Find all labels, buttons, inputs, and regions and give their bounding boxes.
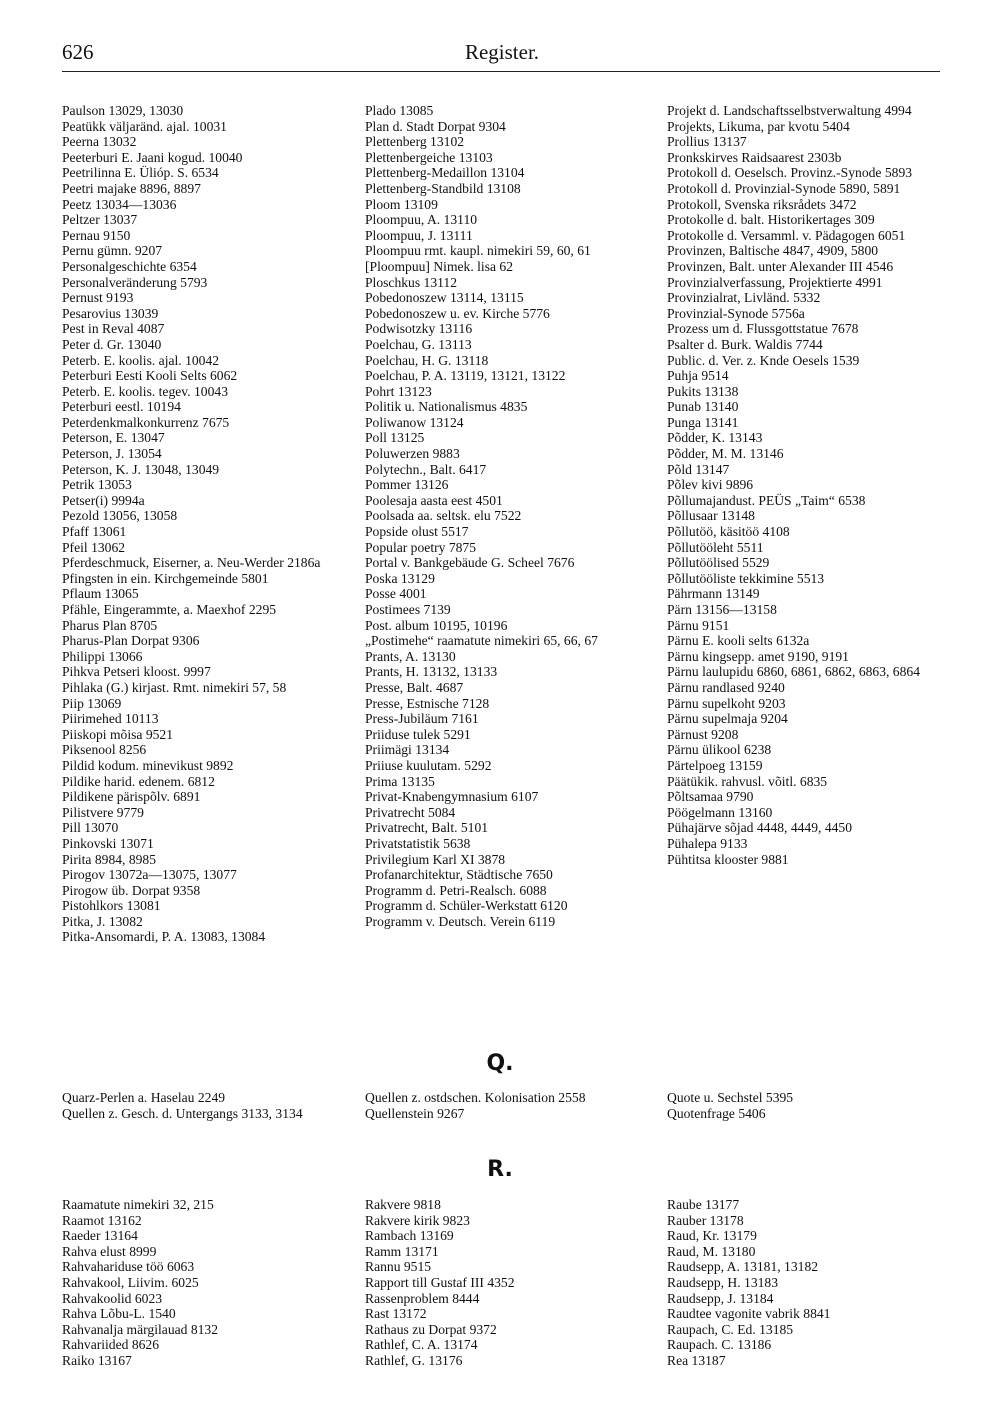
index-entry: Rapport till Gustaf III 4352 [365, 1274, 515, 1290]
index-entry: Raeder 13164 [62, 1228, 138, 1244]
index-entry: Protokoll d. Oeselsch. Provinz.-Synode 5893 [667, 165, 913, 181]
index-entry: Press-Jubiläum 7161 [365, 711, 479, 727]
index-entry: Pfingsten in ein. Kirchgemeinde 5801 [62, 570, 269, 586]
index-entry: Peterdenkmalkonkurrenz 7675 [62, 414, 230, 430]
index-entry: Pärnu supelmaja 9204 [667, 711, 788, 727]
index-entry: Projekts, Likuma, par kvotu 5404 [667, 118, 850, 134]
index-entry: Peterson, E. 13047 [62, 430, 165, 446]
section-heading-q: Q. [486, 1051, 514, 1076]
index-entry: Privat-Knabengymnasium 6107 [365, 789, 539, 805]
index-entry: Rathlef, C. A. 13174 [365, 1337, 478, 1353]
index-entry: Peerna 13032 [62, 134, 137, 150]
index-entry: Pezold 13056, 13058 [62, 508, 178, 524]
index-entry: Quellenstein 9267 [365, 1105, 465, 1121]
index-entry: Poelchau, G. 13113 [365, 336, 472, 352]
index-entry: Pfaff 13061 [62, 524, 127, 540]
index-entry: Plettenberg-Standbild 13108 [365, 180, 521, 196]
index-entry: Pistohlkors 13081 [62, 898, 161, 914]
index-entry: Programm v. Deutsch. Verein 6119 [365, 913, 556, 929]
index-entry: Quellen z. ostdschen. Kolonisation 2558 [365, 1090, 586, 1105]
index-entry: Poolsada aa. seltsk. elu 7522 [365, 508, 522, 524]
index-entry: Peterb. E. koolis. ajal. 10042 [62, 352, 220, 368]
index-entry: Prants, H. 13132, 13133 [365, 664, 498, 680]
index-entry: Rahvanalja märgilauad 8132 [62, 1321, 219, 1337]
index-entry: Pirita 8984, 8985 [62, 851, 157, 867]
index-entry: Pharus-Plan Dorpat 9306 [62, 633, 200, 649]
index-entry: Plado 13085 [365, 103, 434, 118]
index-entry: Rathlef, G. 13176 [365, 1352, 463, 1368]
index-entry: Protokolle d. balt. Historikertages 309 [667, 212, 875, 228]
index-entry: Rahva elust 8999 [62, 1243, 157, 1259]
index-entry: Quellen z. Gesch. d. Untergangs 3133, 3134 [62, 1105, 303, 1121]
index-entry: Quotenfrage 5406 [667, 1105, 766, 1121]
q-column-3 [667, 1090, 943, 1121]
index-entry: Ploom 13109 [365, 196, 438, 212]
index-entry: Pernust 9193 [62, 290, 134, 306]
index-entry: Pest in Reval 4087 [62, 321, 165, 337]
index-entry: Põllusaar 13148 [667, 508, 755, 524]
index-entry: Protokoll d. Provinzial-Synode 5890, 5891 [667, 180, 901, 196]
index-entry: Peter d. Gr. 13040 [62, 336, 162, 352]
index-entry: Peltzer 13037 [62, 212, 138, 228]
q-column-1 [62, 1090, 324, 1121]
page-number: 626 [62, 40, 94, 64]
index-entry: Presse, Estnische 7128 [365, 695, 490, 711]
index-entry: Rast 13172 [365, 1306, 427, 1322]
index-entry: Piirimehed 10113 [62, 711, 159, 727]
index-entry: Protokolle d. Versamml. v. Pädagogen 6051 [667, 227, 906, 243]
index-entry: Programm d. Petri-Realsch. 6088 [365, 882, 547, 898]
index-entry: Pühajärve sõjad 4448, 4449, 4450 [667, 820, 853, 836]
header-rule [62, 71, 940, 72]
index-entry: Pihlaka (G.) kirjast. Rmt. nimekiri 57, 58 [62, 679, 287, 695]
index-entry: Peterson, J. 13054 [62, 446, 162, 462]
index-entry: Raiko 13167 [62, 1352, 132, 1368]
index-entry: Raud, Kr. 13179 [667, 1228, 757, 1244]
index-entry: Podwisotzky 13116 [365, 321, 473, 337]
index-entry: Pärnu randlased 9240 [667, 679, 785, 695]
index-entry: Pernau 9150 [62, 227, 131, 243]
r-column-1 [62, 1197, 324, 1369]
index-entry: Profanarchitektur, Städtische 7650 [365, 867, 553, 883]
index-entry: Raud, M. 13180 [667, 1243, 756, 1259]
index-entry: Poska 13129 [365, 570, 435, 586]
index-entry: Pühtitsa klooster 9881 [667, 851, 789, 867]
index-entry: Poelchau, P. A. 13119, 13121, 13122 [365, 368, 566, 384]
index-entry: Quote u. Sechstel 5395 [667, 1090, 794, 1105]
index-entry: Privatrecht 5084 [365, 804, 456, 820]
index-entry: Pflaum 13065 [62, 586, 139, 602]
index-entry: Pitka-Ansomardi, P. A. 13083, 13084 [62, 929, 266, 945]
index-entry: Rahvariided 8626 [62, 1337, 160, 1353]
index-entry: Posse 4001 [365, 586, 427, 602]
index-entry: Pesarovius 13039 [62, 305, 159, 321]
index-entry: Ploschkus 13112 [365, 274, 458, 290]
index-entry: Plettenbergeiche 13103 [365, 149, 493, 165]
index-entry: Rahvakool, Liivim. 6025 [62, 1274, 199, 1290]
index-entry: Prollius 13137 [667, 134, 747, 150]
index-entry: Peterb. E. koolis. tegev. 10043 [62, 383, 228, 399]
index-entry: Põld 13147 [667, 461, 730, 477]
index-column-1 [62, 103, 324, 945]
index-entry: Rauber 13178 [667, 1212, 744, 1228]
index-entry: Pitka, J. 13082 [62, 913, 143, 929]
index-entry: Petrik 13053 [62, 477, 132, 493]
index-entry: Rahvakoolid 6023 [62, 1290, 163, 1306]
index-entry: Pärnu E. kooli selts 6132a [667, 633, 810, 649]
index-entry: Punga 13141 [667, 414, 739, 430]
index-entry: Personalveränderung 5793 [62, 274, 208, 290]
index-entry: Rahva Lõbu-L. 1540 [62, 1306, 176, 1322]
index-entry: Puhja 9514 [667, 368, 729, 384]
index-entry: Pildid kodum. minevikust 9892 [62, 757, 234, 773]
index-entry: Presse, Balt. 4687 [365, 679, 464, 695]
index-entry: Põllutööliste tekkimine 5513 [667, 570, 825, 586]
index-entry: Poluwerzen 9883 [365, 446, 460, 462]
index-entry: Pärnu laulupidu 6860, 6861, 6862, 6863, 6864 [667, 664, 920, 680]
index-entry: Pirogov 13072a—13075, 13077 [62, 867, 237, 883]
index-entry: Rakvere kirik 9823 [365, 1212, 470, 1228]
index-entry: Pärnust 9208 [667, 726, 739, 742]
index-entry: Pharus Plan 8705 [62, 617, 158, 633]
index-entry: Raudtee vagonite vabrik 8841 [667, 1306, 831, 1322]
index-entry: Pirogow üb. Dorpat 9358 [62, 882, 201, 898]
index-entry: Psalter d. Burk. Waldis 7744 [667, 336, 823, 352]
index-entry: Pärnu kingsepp. amet 9190, 9191 [667, 648, 849, 664]
index-entry: Peetrilinna E. Ülióp. S. 6534 [62, 165, 219, 181]
index-entry: Peterburi eestl. 10194 [62, 399, 181, 415]
index-entry: Rahvahariduse töö 6063 [62, 1259, 195, 1275]
index-entry: Põdder, K. 13143 [667, 430, 763, 446]
r-column-3 [667, 1197, 943, 1369]
index-entry: Pildike harid. edenem. 6812 [62, 773, 215, 789]
index-entry: Prants, A. 13130 [365, 648, 456, 664]
index-entry: Pihkva Petseri kloost. 9997 [62, 664, 211, 680]
index-entry: Postimees 7139 [365, 602, 451, 617]
index-entry: Provinzen, Balt. unter Alexander III 4546 [667, 258, 894, 274]
index-entry: Pährmann 13149 [667, 586, 760, 602]
index-entry: Pfeil 13062 [62, 539, 126, 555]
index-entry: Põllumajandust. PEÜS „Taim“ 6538 [667, 492, 866, 508]
index-entry: Pobedonoszew 13114, 13115 [365, 290, 524, 306]
index-entry: Piksenool 8256 [62, 742, 147, 758]
section-heading-r: R. [487, 1157, 513, 1182]
index-entry: Popular poetry 7875 [365, 539, 477, 555]
page-header [62, 40, 942, 80]
index-entry: Projekt d. Landschaftsselbstverwaltung 4994 [667, 103, 912, 118]
index-entry: Protokoll, Svenska riksrådets 3472 [667, 196, 857, 212]
index-entry: Raudsepp, J. 13184 [667, 1290, 774, 1306]
index-entry: Prima 13135 [365, 773, 435, 789]
index-entry: Põdder, M. M. 13146 [667, 446, 784, 462]
index-entry: Petser(i) 9994a [62, 492, 145, 508]
index-entry: Pildikene pärispõlv. 6891 [62, 789, 201, 805]
index-entry: Public. d. Ver. z. Knde Oesels 1539 [667, 352, 860, 368]
index-column-3 [667, 103, 943, 867]
index-entry: Poliwanow 13124 [365, 414, 464, 430]
index-entry: Poll 13125 [365, 430, 425, 446]
index-entry: Pommer 13126 [365, 477, 449, 493]
index-entry: Punab 13140 [667, 399, 739, 415]
index-entry: Põlev kivi 9896 [667, 477, 754, 493]
index-entry: Plettenberg-Medaillon 13104 [365, 165, 525, 181]
index-entry: Päätükik. rahvusl. võitl. 6835 [667, 773, 828, 789]
index-entry: Pärnu ülikool 6238 [667, 742, 772, 758]
index-entry: Poelchau, H. G. 13118 [365, 352, 489, 368]
index-entry: Programm d. Schüler-Werkstatt 6120 [365, 898, 568, 914]
q-column-2 [365, 1090, 637, 1121]
index-entry: Pernu gümn. 9207 [62, 243, 163, 259]
index-entry: „Postimehe“ raamatute nimekiri 65, 66, 67 [365, 633, 598, 649]
index-entry: Pferdeschmuck, Eiserner, a. Neu-Werder 2186a [62, 555, 321, 571]
index-entry: Peterson, K. J. 13048, 13049 [62, 461, 220, 477]
index-entry: Pärn 13156—13158 [667, 602, 777, 617]
index-entry: Provinzial-Synode 5756a [667, 305, 805, 321]
index-entry: Peeterburi E. Jaani kogud. 10040 [62, 149, 243, 165]
index-entry: Rea 13187 [667, 1352, 726, 1368]
index-entry: Provinzen, Baltische 4847, 4909, 5800 [667, 243, 879, 259]
index-entry: Raudsepp, H. 13183 [667, 1274, 779, 1290]
index-entry: Poolesaja aasta eest 4501 [365, 492, 503, 508]
index-entry: Privilegium Karl XI 3878 [365, 851, 506, 867]
index-entry: Pill 13070 [62, 820, 119, 836]
index-entry: Priimägi 13134 [365, 742, 450, 758]
index-entry: Raupach. C. 13186 [667, 1337, 772, 1353]
index-entry: Põllutöö, käsitöö 4108 [667, 524, 790, 540]
index-entry: Rambach 13169 [365, 1228, 454, 1244]
index-entry: Politik u. Nationalismus 4835 [365, 399, 528, 415]
r-column-2 [365, 1197, 637, 1369]
index-entry: Pilistvere 9779 [62, 804, 144, 820]
index-entry: Raudsepp, A. 13181, 13182 [667, 1259, 819, 1275]
index-entry: Raupach, C. Ed. 13185 [667, 1321, 794, 1337]
index-entry: Pöögelmann 13160 [667, 804, 773, 820]
page-title: Register. [464, 40, 540, 64]
index-entry: Ramm 13171 [365, 1243, 439, 1259]
index-entry: Põllutöölised 5529 [667, 555, 770, 571]
index-entry: Põllutööleht 5511 [667, 539, 764, 555]
index-entry: Philippi 13066 [62, 648, 143, 664]
index-entry: Piip 13069 [62, 695, 122, 711]
index-entry: Paulson 13029, 13030 [62, 103, 184, 118]
index-entry: Priiuse kuulutam. 5292 [365, 757, 492, 773]
index-entry: Peetri majake 8896, 8897 [62, 180, 201, 196]
index-entry: Privatrecht, Balt. 5101 [365, 820, 489, 836]
index-entry: Post. album 10195, 10196 [365, 617, 508, 633]
index-entry: Pärtelpoeg 13159 [667, 757, 763, 773]
index-entry: [Ploompuu] Nimek. lisa 62 [365, 258, 514, 274]
index-entry: Popside olust 5517 [365, 524, 469, 540]
index-entry: Privatstatistik 5638 [365, 835, 471, 851]
index-entry: Peterburi Eesti Kooli Selts 6062 [62, 368, 238, 384]
index-entry: Provinzialrat, Livländ. 5332 [667, 290, 821, 306]
index-entry: Polytechn., Balt. 6417 [365, 461, 487, 477]
index-entry: Plettenberg 13102 [365, 134, 465, 150]
index-entry: Pohrt 13123 [365, 383, 432, 399]
index-entry: Rathaus zu Dorpat 9372 [365, 1321, 497, 1337]
index-entry: Personalgeschichte 6354 [62, 258, 197, 274]
index-entry: Peetz 13034—13036 [62, 196, 177, 212]
index-entry: Pronkskirves Raidsaarest 2303b [667, 149, 842, 165]
index-entry: Quarz-Perlen a. Haselau 2249 [62, 1090, 226, 1105]
index-entry: Rannu 9515 [365, 1259, 432, 1275]
index-entry: Rakvere 9818 [365, 1197, 441, 1212]
index-entry: Pärnu 9151 [667, 617, 730, 633]
index-entry: Raamot 13162 [62, 1212, 142, 1228]
index-entry: Pinkovski 13071 [62, 835, 154, 851]
index-entry: Pfähle, Eingerammte, a. Maexhof 2295 [62, 602, 277, 617]
index-entry: Rassenproblem 8444 [365, 1290, 480, 1306]
index-entry: Peatükk väljaränd. ajal. 10031 [62, 118, 227, 134]
index-entry: Ploompuu, J. 13111 [365, 227, 473, 243]
index-entry: Ploompuu rmt. kaupl. nimekiri 59, 60, 61 [365, 243, 591, 259]
index-entry: Raube 13177 [667, 1197, 740, 1212]
index-entry: Piiskopi mõisa 9521 [62, 726, 174, 742]
index-entry: Pukits 13138 [667, 383, 739, 399]
index-entry: Pärnu supelkoht 9203 [667, 695, 786, 711]
index-entry: Priiduse tulek 5291 [365, 726, 471, 742]
index-entry: Ploompuu, A. 13110 [365, 212, 478, 228]
index-entry: Portal v. Bankgebäude G. Scheel 7676 [365, 555, 575, 571]
index-entry: Pobedonoszew u. ev. Kirche 5776 [365, 305, 550, 321]
index-entry: Provinzialverfassung, Projektierte 4991 [667, 274, 883, 290]
index-entry: Plan d. Stadt Dorpat 9304 [365, 118, 506, 134]
index-column-2 [365, 103, 637, 929]
index-entry: Raamatute nimekiri 32, 215 [62, 1197, 214, 1212]
index-entry: Prozess um d. Flussgottstatue 7678 [667, 321, 859, 337]
index-entry: Pühalepa 9133 [667, 835, 748, 851]
index-entry: Põltsamaa 9790 [667, 789, 754, 805]
